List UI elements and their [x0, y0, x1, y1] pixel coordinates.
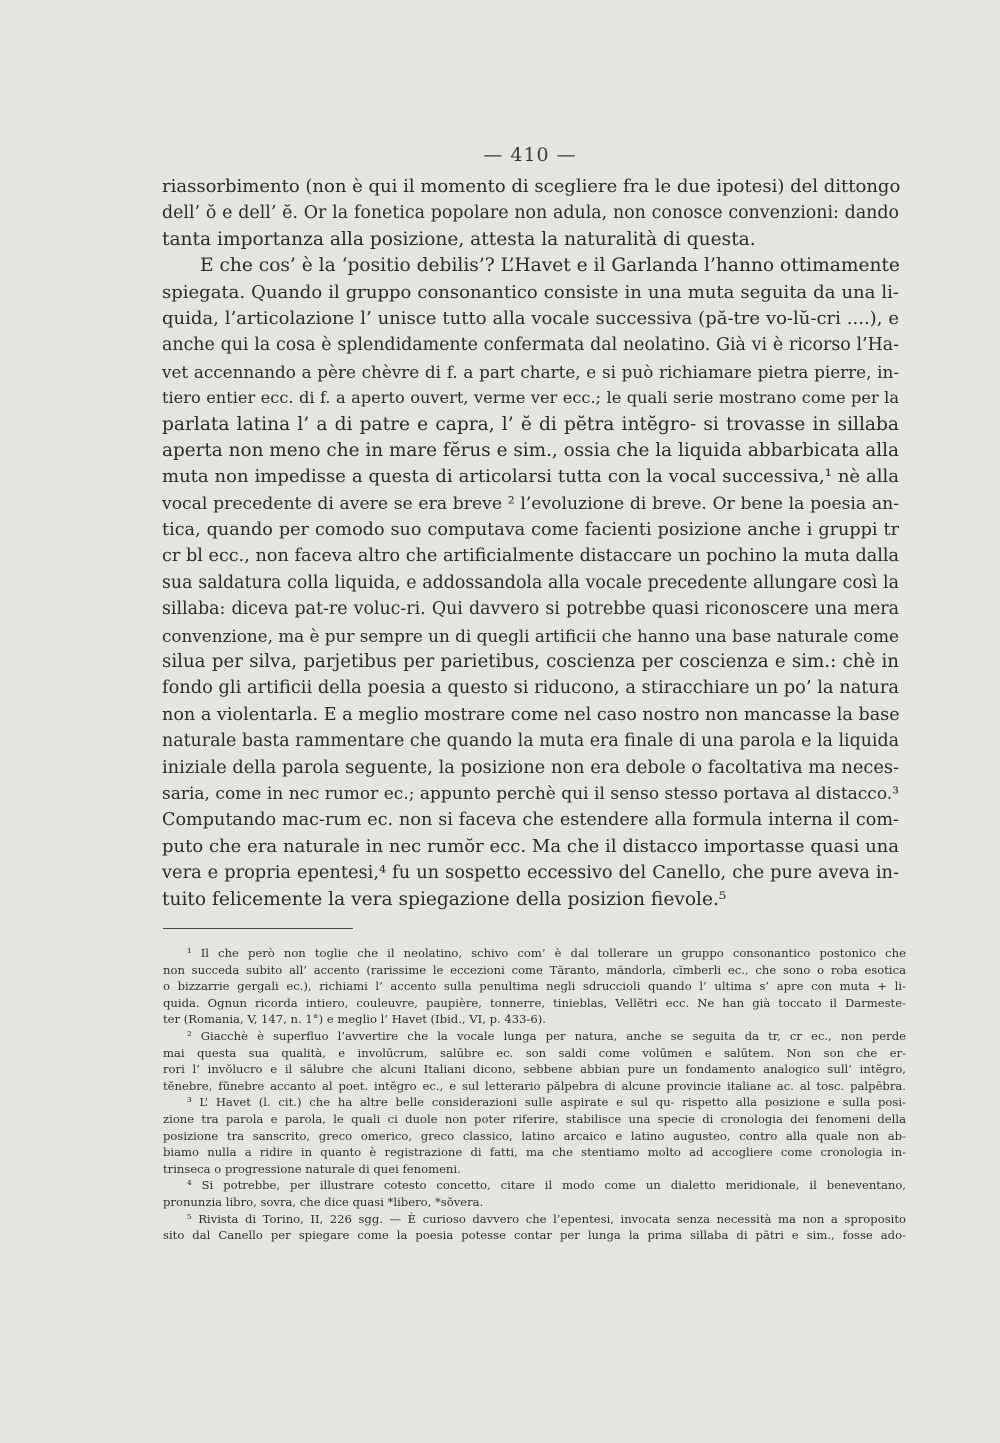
footnote-line: ³ L’ Havet (l. cit.) che ha altre belle considerazioni sulle aspirate e sul qu- rispetto alla posizione e sulla posi- — [187, 1095, 906, 1110]
text-line: cr bl ecc., non faceva altro che artificialmente distaccare un pochino la muta dalla — [162, 546, 899, 567]
text-line: aperta non meno che in mare fĕrus e sim., ossia che la liquida abbarbicata alla — [162, 439, 899, 461]
footnote-line: quida. Ognun ricorda intiero, couleuvre, paupière, tonnerre, tinieblas, Vellĕtri ecc. Ne han già toccato il Darmeste- — [163, 995, 906, 1010]
footnote-line: non succeda subito all’ accento (rarissime le eccezioni come Tăranto, măndorla, cĭmberli ec., che sono o roba esotica — [163, 962, 906, 977]
footnote-line: rori l’ invŏlucro e il sălubre che alcuni Italiani dicono, sebbene abbian pure un fondamento analogico sull’ intĕgro, — [163, 1062, 906, 1077]
text-line: convenzione, ma è pur sempre un di quegli artificii che hanno una base naturale come — [162, 625, 899, 646]
text-line: tiero entier ecc. di f. a aperto ouvert, verme ver ecc.; le quali serie mostrano come per la — [162, 388, 899, 408]
main-text — [162, 174, 899, 913]
text-line: vocal precedente di avere se era breve ² l’evoluzione di breve. Or bene la poesia an- — [162, 493, 899, 514]
footnote-line: biamo nulla a ridire in quanto è registrazione di fatti, ma che stentiamo molto ad accogliere come cronologia in- — [163, 1145, 906, 1160]
text-line: quida, l’articolazione l’ unisce tutto alla vocale successiva (pă-tre vo-lŭ-cri ....), e — [162, 307, 899, 329]
footnote-line: posizione tra sanscrito, greco omerico, greco classico, latino arcaico e latino augusteo, contro alla quale non ab- — [163, 1128, 906, 1143]
text-line: muta non impedisse a questa di articolarsi tutta con la vocal successiva,¹ nè alla — [162, 466, 899, 488]
footnote-line: sito dal Canello per spiegare come la poesia potesse contar per lunga la prima sillaba di pătri e sim., fosse ado- — [163, 1228, 906, 1243]
footnote-line: ¹ Il che però non toglie che il neolatino, schivo com’ è dal tollerare un gruppo consonantico postonico che — [187, 946, 906, 960]
text-line: puto che era naturale in nec rumŏr ecc. Ma che il distacco importasse quasi una — [162, 835, 899, 857]
text-line: tuito felicemente la vera spiegazione della posizion fievole.⁵ — [162, 888, 727, 910]
text-line: saria, come in nec rumor ec.; appunto perchè qui il senso stesso portava al distacco.³ — [162, 783, 899, 804]
footnote-line: o bizzarrie gergali ec.), richiami l’ accento sulla penultima negli sdruccioli quando l’ ultima s’ apre con muta + li- — [163, 979, 906, 994]
text-line: spiegata. Quando il gruppo consonantico consiste in una muta seguita da una li- — [162, 281, 899, 303]
text-line: sillaba: diceva pat-re voluc-ri. Qui davvero si potrebbe quasi riconoscere una mera — [162, 599, 899, 620]
text-line: silua per silva, parjetibus per parietibus, coscienza per coscienza e sim.: chè in — [162, 651, 899, 673]
text-line: vet accennando a père chèvre di f. a part charte, e si può richiamare pietra pierre, in- — [162, 361, 899, 382]
text-line: tica, quando per comodo suo computava come facienti posizione anche i gruppi tr — [162, 520, 899, 541]
footnote-line: ter (Romania, V, 147, n. 1°) e meglio l’ Havet (Ibid., VI, p. 433-6). — [163, 1012, 546, 1027]
text-line: sua saldatura colla liquida, e addossandola alla vocale precedente allungare così la — [162, 572, 899, 593]
text-line: iniziale della parola seguente, la posizione non era debole o facoltativa ma neces- — [162, 756, 899, 778]
footnote-line: tĕnebre, fŭnebre accanto al poet. intĕgro ec., e sul letterario pălpebra di alcune provincie italiane ac. al tosc. palpēbra. — [163, 1078, 906, 1093]
footnote-line: ⁴ Si potrebbe, per illustrare cotesto concetto, citare il modo come un dialetto meridionale, il beneventano, — [187, 1178, 906, 1193]
footnote-line: trinseca o progressione naturale di quei fenomeni. — [163, 1161, 461, 1176]
text-line: riassorbimento (non è qui il momento di scegliere fra le due ipotesi) del dittongo — [162, 176, 901, 197]
page-number: — 410 — — [483, 144, 577, 166]
text-line: tanta importanza alla posizione, attesta la naturalità di questa. — [162, 228, 756, 250]
text-line: vera e propria epentesi,⁴ fu un sospetto eccessivo del Canello, che pure aveva in- — [162, 862, 899, 884]
footnote-line: mai questa sua qualità, e involūcrum, salūbre ec. son saldi come volūmen e salūtem. Non son che er- — [163, 1045, 906, 1060]
footnote-line: ² Giacchè è superfluo l’avvertire che la vocale lunga per natura, anche se seguita da tr, cr ec., non perde — [187, 1028, 906, 1043]
text-line: non a violentarla. E a meglio mostrare come nel caso nostro non mancasse la base — [162, 704, 900, 725]
footnote-divider — [163, 928, 353, 929]
footnotes — [163, 945, 906, 1244]
footnote-line: ⁵ Rivista di Torino, II, 226 sgg. — È curioso davvero che l’epentesi, invocata senza necessità ma non a sproposito — [187, 1211, 906, 1226]
text-line: fondo gli artificii della poesia a questo si riducono, a stiracchiare un po’ la natura — [162, 677, 899, 699]
text-line: E che cos’ è la ‘positio debilis’? L’Havet e il Garlanda l’hanno ottimamente — [200, 255, 900, 277]
text-line: dell’ ŏ e dell’ ĕ. Or la fonetica popolare non adula, non conosce convenzioni: dando — [162, 203, 899, 224]
text-line: naturale basta rammentare che quando la muta era finale di una parola e la liquida — [162, 731, 899, 752]
footnote-line: zione tra parola e parola, le quali ci duole non poter riferire, stabilisce una specie di cronologia dei fenomeni della — [163, 1111, 906, 1126]
text-line: Computando mac-rum ec. non si faceva che estendere alla formula interna il com- — [162, 810, 899, 831]
text-line: anche qui la cosa è splendidamente confermata dal neolatino. Già vi è ricorso l’Ha- — [162, 335, 899, 356]
footnote-line: pronunzia libro, sovra, che dice quasi *libero, *sŏvera. — [163, 1194, 484, 1209]
text-line: parlata latina l’ a di patre e capra, l’ ĕ di pĕtra intĕgro- si trovasse in sillaba — [162, 413, 899, 435]
